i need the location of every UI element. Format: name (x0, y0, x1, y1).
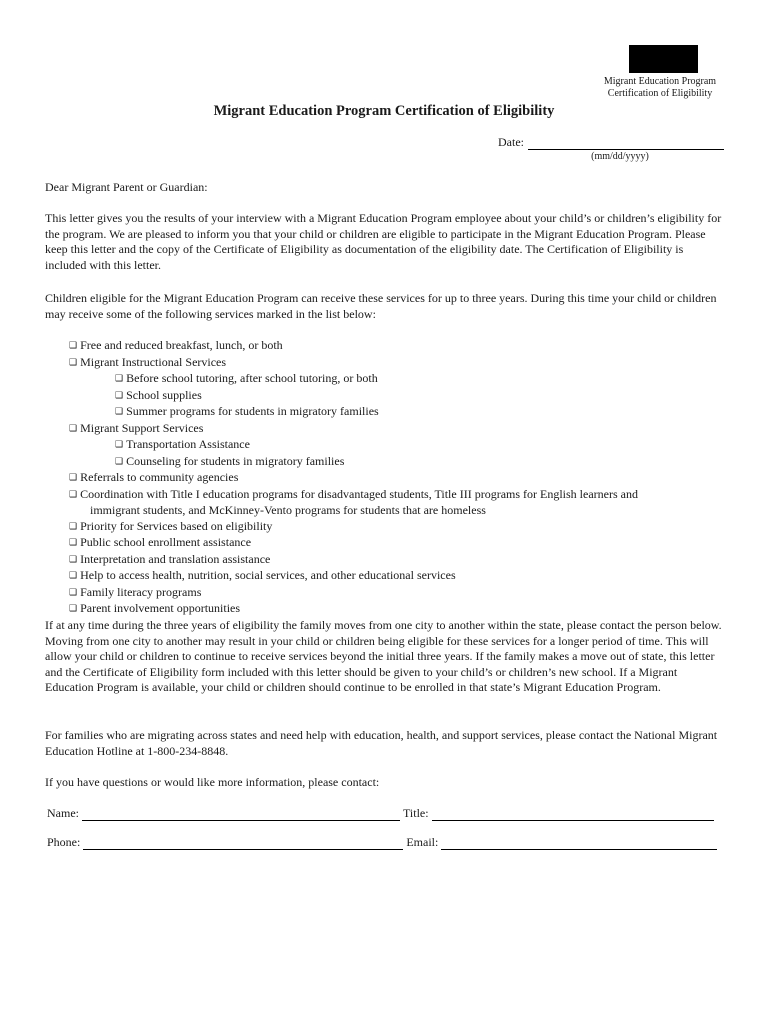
checkbox-icon[interactable]: ❑ (69, 587, 78, 598)
checkbox-icon[interactable]: ❑ (69, 473, 78, 483)
contact-row-2 (47, 835, 720, 850)
list-subitem: ❑ School supplies (69, 388, 638, 405)
greeting: Dear Migrant Parent or Guardian: (45, 180, 208, 194)
phone-label: Phone: (47, 835, 81, 849)
paragraph-contact: If you have questions or would like more information, please contact: (45, 775, 380, 789)
checkbox-icon[interactable]: ❑ (69, 357, 78, 368)
date-format-hint: (mm/dd/yyyy) (591, 151, 649, 162)
name-label: Name: (47, 806, 79, 820)
header-block (560, 76, 760, 100)
checkbox-icon[interactable]: ❑ (115, 390, 124, 401)
list-item: ❑ Public school enrollment assistance (69, 535, 638, 552)
checkbox-icon[interactable]: ❑ (69, 604, 78, 614)
list-subitem: ❑ Summer programs for students in migratory families (69, 404, 638, 421)
checkbox-icon[interactable]: ❑ (69, 538, 78, 548)
checkbox-icon[interactable]: ❑ (69, 521, 78, 532)
list-item: ❑ Priority for Services based on eligibility (69, 519, 638, 536)
checkbox-icon[interactable]: ❑ (69, 341, 78, 351)
list-item: ❑ Help to access health, nutrition, social services, and other educational services (69, 568, 638, 585)
email-field[interactable] (441, 837, 717, 850)
header-program-name: Migrant Education Program (603, 76, 717, 87)
header-cert-name: Certification of Eligibility (607, 88, 713, 99)
list-subitem: ❑ Before school tutoring, after school tutoring, or both (69, 371, 638, 388)
date-row (498, 135, 724, 150)
list-item: ❑ Coordination with Title I education programs for disadvantaged students, Title III programs for English learners and (69, 487, 638, 504)
list-item: ❑ Interpretation and translation assistance (69, 552, 638, 569)
list-item: ❑ Migrant Support Services (69, 421, 638, 438)
page-title: Migrant Education Program Certification of Eligibility (213, 103, 555, 119)
name-field[interactable] (82, 808, 400, 821)
phone-field[interactable] (83, 837, 403, 850)
list-item-continuation: immigrant students, and McKinney-Vento programs for students that are homeless (90, 503, 486, 517)
paragraph-services-intro: Children eligible for the Migrant Education Program can receive these services for up to three years. During this time your child or children may receive some of the following services marked in the list below: (45, 291, 717, 321)
checkbox-icon[interactable]: ❑ (69, 571, 78, 581)
list-item: ❑ Family literacy programs (69, 585, 638, 602)
list-item: ❑ Free and reduced breakfast, lunch, or both (69, 338, 638, 355)
checkbox-icon[interactable]: ❑ (69, 489, 78, 500)
paragraph-hotline: For families who are migrating across states and need help with education, health, and support services, please contact the National Migrant Education Hotline at 1-800-234-8848. (45, 728, 718, 758)
checkbox-icon[interactable]: ❑ (115, 456, 124, 467)
date-field[interactable] (528, 137, 724, 150)
services-list (69, 338, 638, 618)
date-label: Date: (498, 135, 524, 149)
checkbox-icon[interactable]: ❑ (69, 554, 78, 565)
checkbox-icon[interactable]: ❑ (69, 423, 78, 434)
list-item: ❑ Migrant Instructional Services (69, 355, 638, 372)
contact-row-1 (47, 806, 717, 821)
list-item: ❑ Referrals to community agencies (69, 470, 638, 487)
paragraph-moving: If at any time during the three years of eligibility the family moves from one city to another within the state, please contact the person below. Moving from one city to another may result in your child or children being eligible for these services for a longer period of time. This will allow your child or children to continue to receive services beyond the initial three years. If the family makes a move out of state, this letter and the Certificate of Eligibility form included with this letter should be given to your child’s or children’s new school. If a Migrant Education Program is available, your child or children should continue to be enrolled in that state’s Migrant Education Program. (45, 618, 722, 694)
checkbox-icon[interactable]: ❑ (115, 374, 124, 384)
checkbox-icon[interactable]: ❑ (115, 407, 124, 417)
list-item: ❑ Parent involvement opportunities (69, 601, 638, 618)
list-subitem: ❑ Counseling for students in migratory families (69, 454, 638, 471)
redaction-block (629, 45, 698, 73)
paragraph-intro: This letter gives you the results of your interview with a Migrant Education Program employee about your child’s or children’s eligibility for the program. We are pleased to inform you that your child or children are eligible to participate in the Migrant Education Program. Please keep this letter and the copy of the Certificate of Eligibility as documentation of the eligibility date. The Certification of Eligibility is included with this letter. (45, 211, 722, 272)
email-label: Email: (406, 835, 439, 849)
list-subitem: ❑ Transportation Assistance (69, 437, 638, 454)
title-label: Title: (403, 806, 429, 820)
title-field[interactable] (432, 808, 714, 821)
checkbox-icon[interactable]: ❑ (115, 440, 124, 450)
